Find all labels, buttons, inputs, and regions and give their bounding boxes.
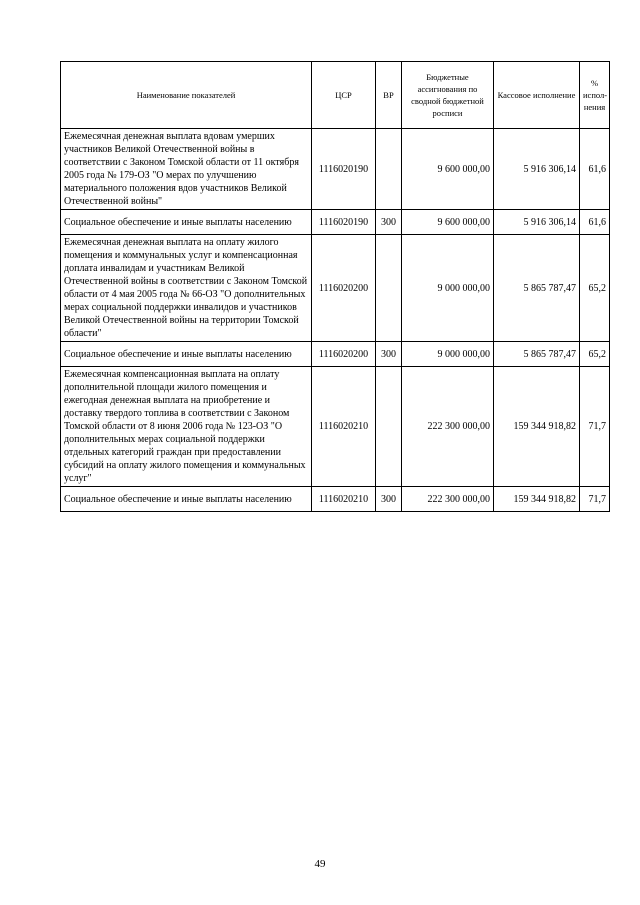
row-vr (376, 129, 402, 210)
table-row (61, 367, 610, 487)
row-csr: 1116020190 (312, 210, 376, 235)
row-budget: 9 000 000,00 (402, 342, 494, 367)
row-budget: 9 600 000,00 (402, 210, 494, 235)
row-percent: 71,7 (580, 487, 610, 512)
row-csr: 1116020200 (312, 342, 376, 367)
row-vr (376, 235, 402, 342)
row-budget: 222 300 000,00 (402, 367, 494, 487)
row-cash: 5 916 306,14 (494, 129, 580, 210)
row-cash: 159 344 918,82 (494, 487, 580, 512)
row-csr: 1116020210 (312, 367, 376, 487)
row-csr: 1116020200 (312, 235, 376, 342)
table-row (61, 235, 610, 342)
row-vr: 300 (376, 210, 402, 235)
row-budget: 9 600 000,00 (402, 129, 494, 210)
row-cash: 5 865 787,47 (494, 235, 580, 342)
row-percent: 61,6 (580, 210, 610, 235)
row-name: Социальное обеспечение и иные выплаты населению (61, 210, 312, 235)
row-name: Социальное обеспечение и иные выплаты населению (61, 342, 312, 367)
row-percent: 61,6 (580, 129, 610, 210)
row-name: Ежемесячная компенсационная выплата на оплату дополнительной площади жилого помещения и ежегодная денежная выплата на приобретение и доставку твердого топлива в соответствии с Законом Томской области от 8 июня 2006 года № 123-ОЗ "О дополнительных мерах социальной поддержки отдельных категорий граждан при предоставлении субсидий на оплату жилого помещения и коммунальных услуг" (61, 367, 312, 487)
row-csr: 1116020190 (312, 129, 376, 210)
header-vr: ВР (376, 62, 402, 129)
row-name: Ежемесячная денежная выплата на оплату жилого помещения и коммунальных услуг и компенсационная доплата инвалидам и участникам Великой Отечественной войны в соответствии с Законом Томской области от 4 мая 2005 года № 66-ОЗ "О дополнительных мерах социальной поддержки инвалидов и участников Великой Отечественной войны на территории Томской области" (61, 235, 312, 342)
row-budget: 222 300 000,00 (402, 487, 494, 512)
row-percent: 71,7 (580, 367, 610, 487)
row-vr (376, 367, 402, 487)
header-budget: Бюджетные ассигнования по сводной бюджетной росписи (402, 62, 494, 129)
row-percent: 65,2 (580, 235, 610, 342)
table-row (61, 487, 610, 512)
row-csr: 1116020210 (312, 487, 376, 512)
row-vr: 300 (376, 342, 402, 367)
header-csr: ЦСР (312, 62, 376, 129)
row-cash: 5 865 787,47 (494, 342, 580, 367)
table-header-row (61, 62, 610, 129)
row-name: Социальное обеспечение и иные выплаты населению (61, 487, 312, 512)
budget-execution-table (60, 61, 610, 512)
row-name: Ежемесячная денежная выплата вдовам умерших участников Великой Отечественной войны в соответствии с Законом Томской области от 11 октября 2005 года № 179-ОЗ "О мерах по улучшению материального положения вдов участников Великой Отечественной войны" (61, 129, 312, 210)
page-number: 49 (314, 858, 326, 870)
row-cash: 5 916 306,14 (494, 210, 580, 235)
row-cash: 159 344 918,82 (494, 367, 580, 487)
header-percent: % испол-нения (580, 62, 610, 129)
table-row (61, 342, 610, 367)
table-row (61, 129, 610, 210)
table-row (61, 210, 610, 235)
header-cash: Кассовое исполнение (494, 62, 580, 129)
row-percent: 65,2 (580, 342, 610, 367)
header-name: Наименование показателей (61, 62, 312, 129)
row-vr: 300 (376, 487, 402, 512)
row-budget: 9 000 000,00 (402, 235, 494, 342)
